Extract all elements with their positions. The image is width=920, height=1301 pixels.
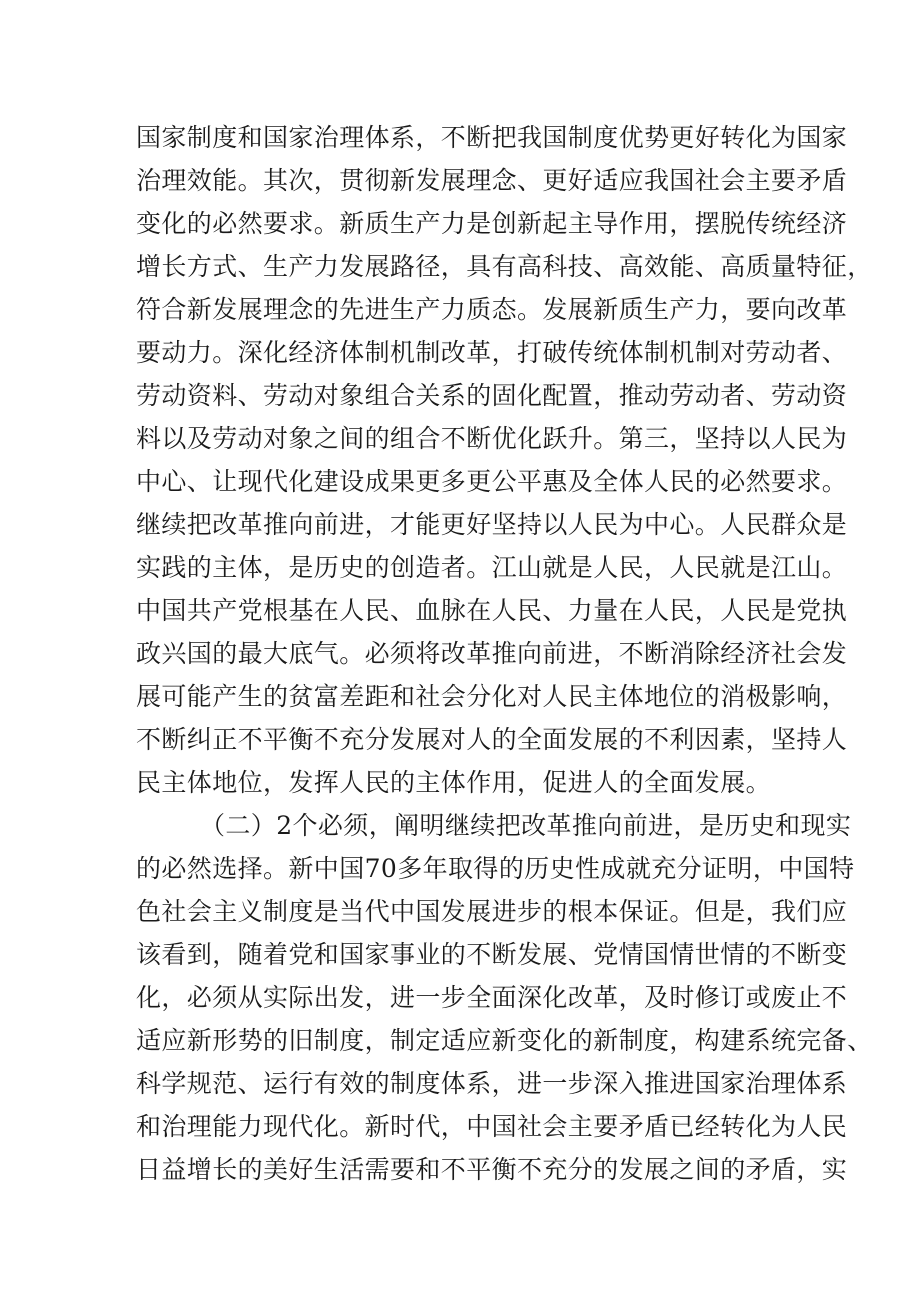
text-line: 该看到，随着党和国家事业的不断发展、党情国情世情的不断变 xyxy=(136,940,848,969)
text-line: 国家制度和国家治理体系，不断把我国制度优势更好转化为国家 xyxy=(136,123,848,152)
text-line: 实践的主体，是历史的创造者。江山就是人民，人民就是江山。 xyxy=(136,553,848,582)
body-text xyxy=(136,116,873,1191)
text-line: 继续把改革推向前进，才能更好坚持以人民为中心。人民群众是 xyxy=(136,510,848,539)
text-line: 要动力。深化经济体制机制改革，打破传统体制机制对劳动者、 xyxy=(136,338,848,367)
paragraph xyxy=(136,804,873,1191)
text-line: 变化的必然要求。新质生产力是创新起主导作用，摆脱传统经济 xyxy=(136,209,848,238)
text-line: 民主体地位，发挥人民的主体作用，促进人的全面发展。 xyxy=(136,768,772,797)
text-line: 治理效能。其次，贯彻新发展理念、更好适应我国社会主要矛盾 xyxy=(136,166,848,195)
text-line: 日益增长的美好生活需要和不平衡不充分的发展之间的矛盾，实 xyxy=(136,1155,848,1184)
paragraph xyxy=(136,116,873,804)
text-line: 和治理能力现代化。新时代，中国社会主要矛盾已经转化为人民 xyxy=(136,1112,848,1141)
text-line: 科学规范、运行有效的制度体系，进一步深入推进国家治理体系 xyxy=(136,1069,848,1098)
text-line: 不断纠正不平衡不充分发展对人的全面发展的不利因素，坚持人 xyxy=(136,725,848,754)
text-line: 符合新发展理念的先进生产力质态。发展新质生产力，要向改革 xyxy=(136,295,848,324)
text-line: 色社会主义制度是当代中国发展进步的根本保证。但是，我们应 xyxy=(136,897,848,926)
text-line: （二）2个必须，阐明继续把改革推向前进，是历史和现实 xyxy=(200,811,852,840)
text-line: 化，必须从实际出发，进一步全面深化改革，及时修订或废止不 xyxy=(136,983,848,1012)
text-line: 料以及劳动对象之间的组合不断优化跃升。第三，坚持以人民为 xyxy=(136,424,848,453)
text-line: 劳动资料、劳动对象组合关系的固化配置，推动劳动者、劳动资 xyxy=(136,381,848,410)
text-line: 中国共产党根基在人民、血脉在人民、力量在人民，人民是党执 xyxy=(136,596,848,625)
text-line: 的必然选择。新中国70多年取得的历史性成就充分证明，中国特 xyxy=(136,854,855,883)
text-line: 展可能产生的贫富差距和社会分化对人民主体地位的消极影响， xyxy=(136,682,848,711)
text-line: 增长方式、生产力发展路径，具有高科技、高效能、高质量特征， xyxy=(136,252,873,281)
text-line: 中心、让现代化建设成果更多更公平惠及全体人民的必然要求。 xyxy=(136,467,848,496)
text-line: 政兴国的最大底气。必须将改革推向前进，不断消除经济社会发 xyxy=(136,639,848,668)
text-line: 适应新形势的旧制度，制定适应新变化的新制度，构建系统完备、 xyxy=(136,1026,873,1055)
